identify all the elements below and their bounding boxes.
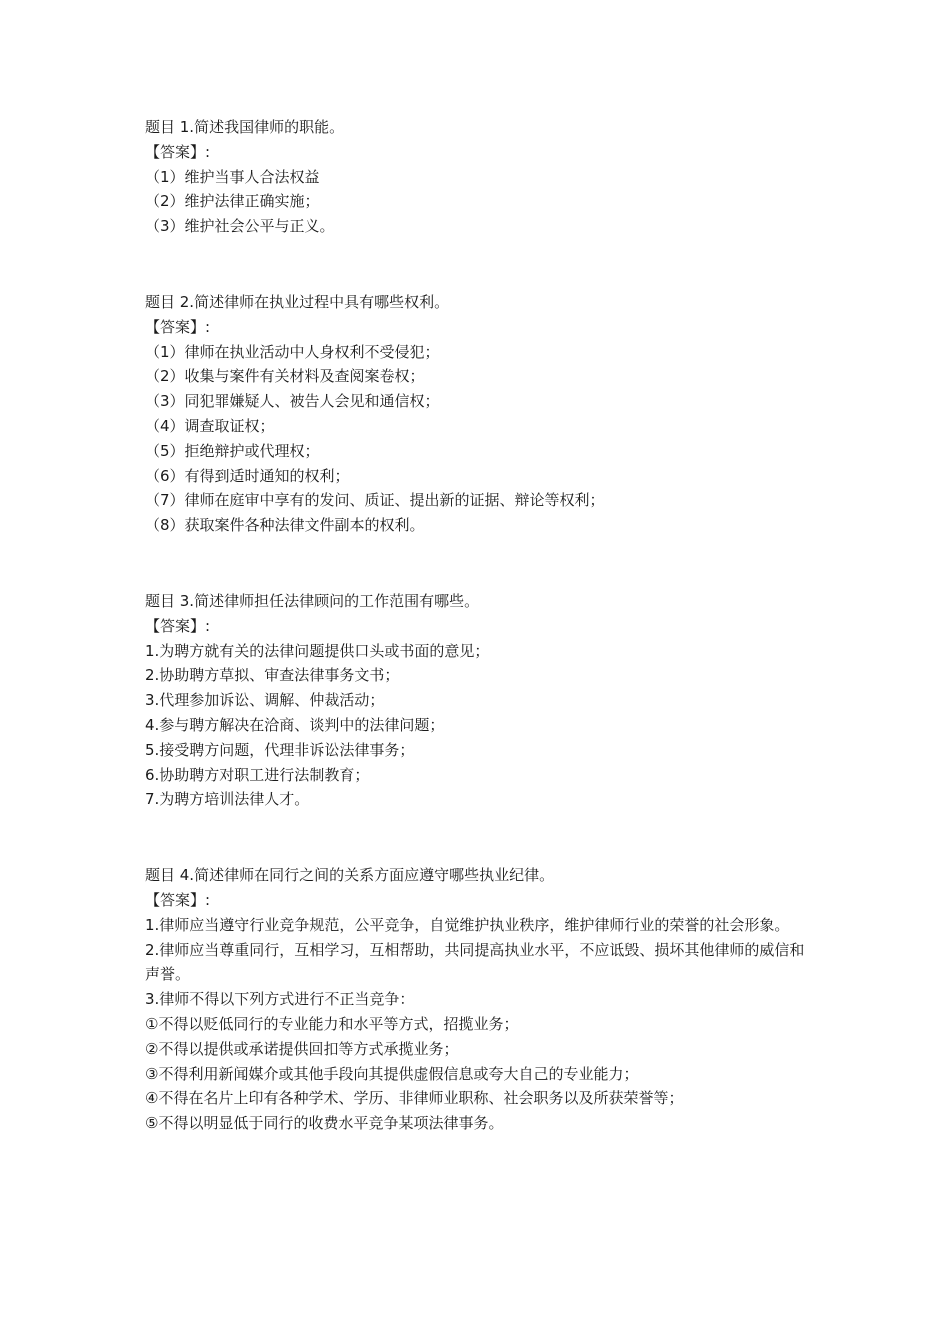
answer-item: （3）维护社会公平与正义。 [145, 217, 335, 236]
answer-item: 5.接受聘方问题，代理非诉讼法律事务； [145, 740, 415, 759]
answer-item: （1）律师在执业活动中人身权利不受侵犯； [145, 342, 440, 361]
question-section-4 [145, 863, 815, 1136]
answer-item: （5）拒绝辩护或代理权； [145, 441, 320, 460]
question-section-1 [145, 115, 815, 239]
answer-paragraph: 2.律师应当尊重同行，互相学习，互相帮助，共同提高执业水平，不应诋毁、损坏其他律师的威信和声誉。 [145, 940, 805, 984]
answer-paragraph: 1.律师应当遵守行业竞争规范，公平竞争，自觉维护执业秩序，维护律师行业的荣誉的社会形象。 [145, 915, 790, 934]
answer-item: （1）维护当事人合法权益 [145, 167, 320, 186]
question-title: 题目 2.简述律师在执业过程中具有哪些权利。 [145, 292, 450, 311]
answer-subitem: ⑤不得以明显低于同行的收费水平竞争某项法律事务。 [145, 1114, 504, 1133]
answer-subitem: ①不得以贬低同行的专业能力和水平等方式，招揽业务； [145, 1014, 519, 1033]
answer-item: （2）收集与案件有关材料及查阅案卷权； [145, 367, 425, 386]
answer-item: （4）调查取证权； [145, 416, 275, 435]
answer-item: （2）维护法律正确实施； [145, 192, 320, 211]
answer-label: 【答案】: [145, 890, 211, 909]
answer-item: 6.协助聘方对职工进行法制教育； [145, 765, 370, 784]
answer-item: （8）获取案件各种法律文件副本的权利。 [145, 516, 425, 535]
answer-item: （7）律师在庭审中享有的发问、质证、提出新的证据、辩论等权利； [145, 491, 605, 510]
question-section-2 [145, 290, 815, 538]
answer-item: 2.协助聘方草拟、审查法律事务文书； [145, 666, 400, 685]
answer-subitem: ③不得利用新闻媒介或其他手段向其提供虚假信息或夸大自己的专业能力； [145, 1064, 639, 1083]
answer-item: 1.为聘方就有关的法律问题提供口头或书面的意见； [145, 641, 490, 660]
answer-subitem: ④不得在名片上印有各种学术、学历、非律师业职称、社会职务以及所获荣誉等； [145, 1089, 684, 1108]
answer-item: （3）同犯罪嫌疑人、被告人会见和通信权； [145, 392, 440, 411]
answer-item: 3.代理参加诉讼、调解、仲裁活动； [145, 691, 385, 710]
answer-item: （6）有得到适时通知的权利； [145, 466, 350, 485]
answer-label: 【答案】: [145, 616, 211, 635]
question-title: 题目 4.简述律师在同行之间的关系方面应遵守哪些执业纪律。 [145, 866, 555, 885]
answer-item: 4.参与聘方解决在洽商、谈判中的法律问题； [145, 715, 445, 734]
answer-label: 【答案】: [145, 142, 211, 161]
document-page [145, 115, 815, 1136]
answer-item: 3.律师不得以下列方式进行不正当竞争： [145, 990, 415, 1009]
answer-label: 【答案】: [145, 317, 211, 336]
answer-item: 7.为聘方培训法律人才。 [145, 790, 310, 809]
question-section-3 [145, 589, 815, 812]
answer-subitem: ②不得以提供或承诺提供回扣等方式承揽业务； [145, 1039, 459, 1058]
question-title: 题目 1.简述我国律师的职能。 [145, 118, 345, 136]
question-title: 题目 3.简述律师担任法律顾问的工作范围有哪些。 [145, 591, 480, 610]
